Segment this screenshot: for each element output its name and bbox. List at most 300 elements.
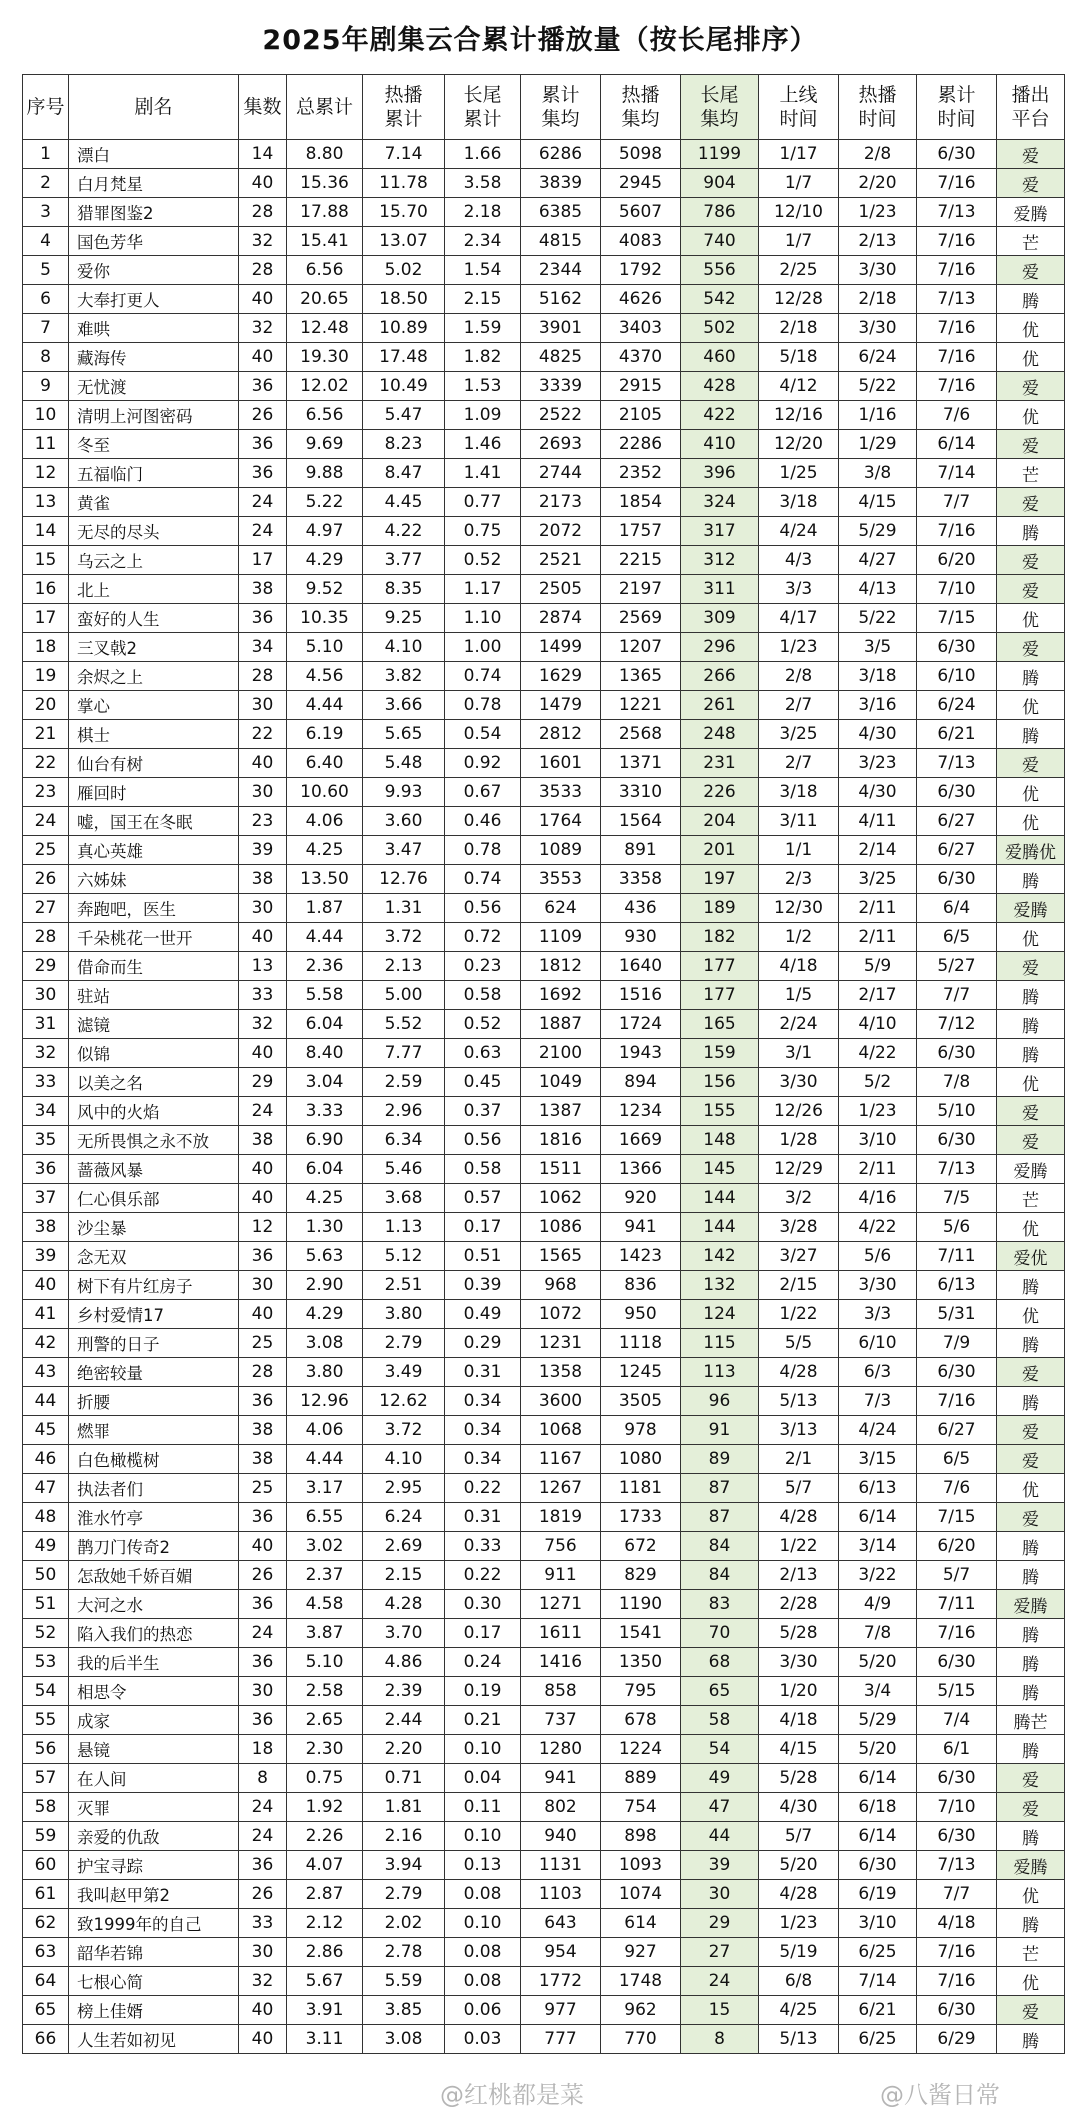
col-rank-cell: 62 [23,1909,69,1938]
col-cum-date-cell: 7/8 [917,1068,997,1097]
col-avg-hot-cell: 1854 [601,488,681,517]
col-avg-total-cell: 968 [521,1271,601,1300]
col-avg-hot-cell: 1724 [601,1010,681,1039]
col-avg-tail-cell: 144 [681,1213,759,1242]
col-total-cell: 2.65 [287,1706,363,1735]
col-hot-date-cell: 5/6 [839,1242,917,1271]
col-launch-cell: 5/19 [759,1938,839,1967]
col-episodes-cell: 30 [239,894,287,923]
col-cum-date-cell: 6/4 [917,894,997,923]
col-launch-cell: 3/18 [759,488,839,517]
table-row [23,140,1065,169]
col-episodes-cell: 28 [239,198,287,227]
col-launch-cell: 3/13 [759,1416,839,1445]
col-episodes-cell: 38 [239,865,287,894]
col-rank-cell: 46 [23,1445,69,1474]
col-rank-cell: 20 [23,691,69,720]
col-avg-tail-cell: 177 [681,952,759,981]
table-row [23,1532,1065,1561]
col-hot-total-cell: 3.72 [363,1416,445,1445]
col-avg-total-cell: 802 [521,1793,601,1822]
table-row [23,923,1065,952]
col-episodes-cell: 36 [239,1851,287,1880]
col-cum-date-header: 累计 时间 [917,75,997,140]
col-hot-total-cell: 18.50 [363,285,445,314]
col-total-cell: 8.40 [287,1039,363,1068]
col-episodes-cell: 36 [239,1648,287,1677]
table-row [23,459,1065,488]
col-avg-hot-cell: 2568 [601,720,681,749]
col-tail-total-cell: 0.10 [445,1909,521,1938]
col-avg-hot-cell: 898 [601,1822,681,1851]
col-tail-total-cell: 0.19 [445,1677,521,1706]
col-title-cell: 国色芳华 [69,227,239,256]
col-hot-date-cell: 5/9 [839,952,917,981]
col-total-cell: 0.75 [287,1764,363,1793]
col-tail-total-cell: 1.17 [445,575,521,604]
col-avg-tail-cell: 113 [681,1358,759,1387]
col-launch-cell: 3/30 [759,1648,839,1677]
col-cum-date-cell: 6/21 [917,720,997,749]
col-episodes-cell: 29 [239,1068,287,1097]
col-avg-total-cell: 3533 [521,778,601,807]
col-total-cell: 5.63 [287,1242,363,1271]
col-hot-date-cell: 5/22 [839,604,917,633]
col-title-cell: 白色橄榄树 [69,1445,239,1474]
col-launch-cell: 12/16 [759,401,839,430]
table-row [23,1126,1065,1155]
col-total-cell: 2.86 [287,1938,363,1967]
col-rank-cell: 22 [23,749,69,778]
col-cum-date-cell: 5/15 [917,1677,997,1706]
col-total-cell: 12.48 [287,314,363,343]
col-avg-hot-cell: 2215 [601,546,681,575]
col-cum-date-cell: 6/5 [917,1445,997,1474]
col-title-cell: 灭罪 [69,1793,239,1822]
col-launch-cell: 1/17 [759,140,839,169]
col-avg-total-cell: 1109 [521,923,601,952]
col-total-cell: 2.30 [287,1735,363,1764]
col-platform-cell: 腾 [997,662,1065,691]
col-tail-total-cell: 0.04 [445,1764,521,1793]
col-platform-cell: 爱 [997,140,1065,169]
col-platform-cell: 爱优 [997,1242,1065,1271]
col-platform-cell: 优 [997,691,1065,720]
col-hot-date-cell: 3/23 [839,749,917,778]
col-hot-date-cell: 4/13 [839,575,917,604]
col-rank-cell: 11 [23,430,69,459]
col-avg-tail-cell: 502 [681,314,759,343]
col-hot-total-cell: 3.08 [363,2025,445,2054]
col-hot-total-cell: 5.12 [363,1242,445,1271]
col-platform-cell: 腾 [997,1271,1065,1300]
col-cum-date-cell: 7/13 [917,285,997,314]
col-avg-total-cell: 624 [521,894,601,923]
col-avg-total-cell: 756 [521,1532,601,1561]
col-total-cell: 4.56 [287,662,363,691]
col-tail-total-cell: 0.06 [445,1996,521,2025]
col-tail-total-cell: 0.72 [445,923,521,952]
col-tail-total-cell: 0.46 [445,807,521,836]
col-avg-tail-cell: 317 [681,517,759,546]
col-cum-date-cell: 6/30 [917,1996,997,2025]
col-avg-total-cell: 1816 [521,1126,601,1155]
col-episodes-cell: 32 [239,1967,287,1996]
col-hot-total-cell: 1.13 [363,1213,445,1242]
col-cum-date-cell: 7/10 [917,1793,997,1822]
col-title-cell: 陷入我们的热恋 [69,1619,239,1648]
col-hot-date-cell: 5/29 [839,1706,917,1735]
col-episodes-cell: 32 [239,314,287,343]
col-hot-total-cell: 2.51 [363,1271,445,1300]
col-avg-total-cell: 2521 [521,546,601,575]
col-cum-date-cell: 6/30 [917,1358,997,1387]
col-avg-tail-cell: 226 [681,778,759,807]
col-avg-tail-cell: 296 [681,633,759,662]
col-platform-cell: 优 [997,1967,1065,1996]
col-hot-total-cell: 1.31 [363,894,445,923]
col-rank-cell: 6 [23,285,69,314]
col-rank-cell: 61 [23,1880,69,1909]
col-rank-cell: 9 [23,372,69,401]
col-tail-total-cell: 0.34 [445,1387,521,1416]
col-tail-total-cell: 0.63 [445,1039,521,1068]
col-cum-date-cell: 5/27 [917,952,997,981]
col-launch-cell: 1/22 [759,1532,839,1561]
col-hot-total-cell: 13.07 [363,227,445,256]
col-hot-date-cell: 6/25 [839,1938,917,1967]
col-hot-date-cell: 2/11 [839,923,917,952]
col-tail-total-cell: 0.78 [445,836,521,865]
col-avg-total-cell: 1601 [521,749,601,778]
col-avg-hot-cell: 894 [601,1068,681,1097]
table-row [23,1474,1065,1503]
col-avg-hot-cell: 2286 [601,430,681,459]
col-hot-date-cell: 2/11 [839,1155,917,1184]
col-hot-total-cell: 5.48 [363,749,445,778]
col-platform-cell: 优 [997,1474,1065,1503]
col-avg-total-cell: 1271 [521,1590,601,1619]
col-episodes-cell: 32 [239,227,287,256]
col-avg-total-cell: 1812 [521,952,601,981]
col-total-cell: 1.87 [287,894,363,923]
col-title-cell: 我的后半生 [69,1648,239,1677]
col-avg-total-cell: 1764 [521,807,601,836]
col-tail-total-cell: 0.08 [445,1880,521,1909]
col-launch-cell: 2/3 [759,865,839,894]
col-hot-date-cell: 4/30 [839,720,917,749]
col-launch-header: 上线 时间 [759,75,839,140]
table-row [23,546,1065,575]
col-platform-cell: 腾 [997,1010,1065,1039]
col-avg-tail-cell: 904 [681,169,759,198]
col-launch-cell: 3/25 [759,720,839,749]
col-hot-total-cell: 17.48 [363,343,445,372]
col-episodes-cell: 36 [239,459,287,488]
col-hot-total-cell: 10.49 [363,372,445,401]
col-avg-total-cell: 1499 [521,633,601,662]
col-platform-cell: 腾 [997,1532,1065,1561]
col-title-cell: 七根心简 [69,1967,239,1996]
col-tail-total-cell: 0.08 [445,1967,521,1996]
col-episodes-cell: 26 [239,1880,287,1909]
table-row [23,1010,1065,1039]
col-tail-total-cell: 0.24 [445,1648,521,1677]
col-episodes-cell: 36 [239,372,287,401]
col-launch-cell: 2/8 [759,662,839,691]
col-platform-cell: 爱 [997,1445,1065,1474]
col-tail-total-cell: 1.54 [445,256,521,285]
table-row [23,430,1065,459]
col-launch-cell: 4/18 [759,952,839,981]
col-avg-tail-cell: 87 [681,1503,759,1532]
col-episodes-cell: 30 [239,1271,287,1300]
col-title-cell: 念无双 [69,1242,239,1271]
col-launch-cell: 1/5 [759,981,839,1010]
col-total-cell: 6.04 [287,1155,363,1184]
col-rank-cell: 52 [23,1619,69,1648]
col-avg-total-cell: 2072 [521,517,601,546]
col-platform-cell: 爱 [997,430,1065,459]
col-avg-total-cell: 6286 [521,140,601,169]
col-hot-date-cell: 2/18 [839,285,917,314]
col-total-cell: 20.65 [287,285,363,314]
col-rank-cell: 24 [23,807,69,836]
col-episodes-cell: 33 [239,981,287,1010]
col-launch-cell: 3/28 [759,1213,839,1242]
col-rank-cell: 64 [23,1967,69,1996]
col-avg-total-cell: 643 [521,1909,601,1938]
col-cum-date-cell: 7/11 [917,1590,997,1619]
col-title-cell: 猎罪图鉴2 [69,198,239,227]
table-row [23,1909,1065,1938]
col-tail-total-cell: 0.13 [445,1851,521,1880]
col-title-cell: 三叉戟2 [69,633,239,662]
col-rank-cell: 47 [23,1474,69,1503]
col-hot-date-cell: 3/16 [839,691,917,720]
col-tail-total-cell: 0.67 [445,778,521,807]
table-row [23,894,1065,923]
col-episodes-header: 集数 [239,75,287,140]
col-avg-total-cell: 1049 [521,1068,601,1097]
col-cum-date-cell: 7/16 [917,517,997,546]
col-avg-tail-cell: 266 [681,662,759,691]
col-avg-tail-cell: 204 [681,807,759,836]
col-rank-cell: 17 [23,604,69,633]
col-launch-cell: 12/26 [759,1097,839,1126]
col-avg-tail-cell: 47 [681,1793,759,1822]
col-hot-date-cell: 6/25 [839,2025,917,2054]
col-platform-cell: 爱 [997,1764,1065,1793]
col-hot-total-cell: 2.69 [363,1532,445,1561]
col-rank-cell: 32 [23,1039,69,1068]
col-hot-date-cell: 5/20 [839,1735,917,1764]
col-avg-tail-cell: 84 [681,1532,759,1561]
col-total-cell: 6.90 [287,1126,363,1155]
col-cum-date-cell: 6/14 [917,430,997,459]
col-avg-total-cell: 1387 [521,1097,601,1126]
col-avg-tail-cell: 68 [681,1648,759,1677]
col-cum-date-cell: 6/30 [917,633,997,662]
col-episodes-cell: 12 [239,1213,287,1242]
col-cum-date-cell: 5/7 [917,1561,997,1590]
col-tail-total-cell: 0.56 [445,1126,521,1155]
col-episodes-cell: 40 [239,1532,287,1561]
col-episodes-cell: 36 [239,1503,287,1532]
col-cum-date-cell: 6/30 [917,1648,997,1677]
table-row [23,1155,1065,1184]
col-rank-cell: 63 [23,1938,69,1967]
col-platform-cell: 爱 [997,575,1065,604]
col-title-cell: 在人间 [69,1764,239,1793]
col-title-cell: 我叫赵甲第2 [69,1880,239,1909]
col-platform-cell: 腾 [997,1677,1065,1706]
col-platform-cell: 优 [997,1300,1065,1329]
col-avg-total-cell: 3600 [521,1387,601,1416]
table-row [23,1938,1065,1967]
col-rank-cell: 40 [23,1271,69,1300]
col-avg-total-cell: 4815 [521,227,601,256]
col-title-cell: 燃罪 [69,1416,239,1445]
col-title-cell: 余烬之上 [69,662,239,691]
col-platform-cell: 腾 [997,517,1065,546]
col-rank-cell: 15 [23,546,69,575]
col-avg-tail-cell: 49 [681,1764,759,1793]
col-hot-date-cell: 6/10 [839,1329,917,1358]
col-avg-tail-cell: 145 [681,1155,759,1184]
table-row [23,343,1065,372]
col-avg-tail-cell: 29 [681,1909,759,1938]
col-avg-total-cell: 1565 [521,1242,601,1271]
col-launch-cell: 12/20 [759,430,839,459]
col-hot-date-cell: 4/10 [839,1010,917,1039]
table-row [23,314,1065,343]
col-episodes-cell: 38 [239,1126,287,1155]
col-episodes-cell: 24 [239,1619,287,1648]
col-cum-date-cell: 7/16 [917,343,997,372]
col-rank-cell: 48 [23,1503,69,1532]
col-total-cell: 8.80 [287,140,363,169]
col-total-cell: 6.19 [287,720,363,749]
col-hot-total-header: 热播 累计 [363,75,445,140]
col-platform-cell: 爱 [997,372,1065,401]
col-platform-cell: 优 [997,778,1065,807]
col-hot-date-cell: 3/10 [839,1909,917,1938]
col-rank-cell: 38 [23,1213,69,1242]
col-title-cell: 仙台有树 [69,749,239,778]
col-rank-cell: 41 [23,1300,69,1329]
col-launch-cell: 4/30 [759,1793,839,1822]
col-platform-cell: 爱腾 [997,894,1065,923]
col-hot-total-cell: 3.60 [363,807,445,836]
col-launch-cell: 4/24 [759,517,839,546]
col-hot-date-cell: 4/22 [839,1039,917,1068]
col-rank-cell: 23 [23,778,69,807]
col-episodes-cell: 28 [239,256,287,285]
col-hot-date-cell: 2/8 [839,140,917,169]
col-episodes-cell: 30 [239,1938,287,1967]
col-avg-total-cell: 954 [521,1938,601,1967]
col-avg-tail-cell: 311 [681,575,759,604]
col-rank-cell: 5 [23,256,69,285]
col-avg-tail-cell: 261 [681,691,759,720]
table-row [23,1445,1065,1474]
col-total-cell: 4.44 [287,1445,363,1474]
col-episodes-cell: 30 [239,1677,287,1706]
col-cum-date-cell: 6/30 [917,140,997,169]
col-episodes-cell: 33 [239,1909,287,1938]
col-avg-hot-cell: 962 [601,1996,681,2025]
col-rank-cell: 29 [23,952,69,981]
col-avg-tail-cell: 189 [681,894,759,923]
col-avg-tail-cell: 410 [681,430,759,459]
col-hot-total-cell: 2.96 [363,1097,445,1126]
col-cum-date-cell: 7/13 [917,749,997,778]
col-hot-total-cell: 2.79 [363,1329,445,1358]
col-avg-tail-cell: 324 [681,488,759,517]
col-title-cell: 难哄 [69,314,239,343]
col-rank-cell: 25 [23,836,69,865]
col-episodes-cell: 40 [239,1184,287,1213]
col-episodes-cell: 28 [239,662,287,691]
col-title-cell: 五福临门 [69,459,239,488]
col-avg-hot-cell: 672 [601,1532,681,1561]
col-avg-tail-cell: 65 [681,1677,759,1706]
col-episodes-cell: 40 [239,749,287,778]
col-tail-total-cell: 1.09 [445,401,521,430]
col-hot-date-cell: 3/5 [839,633,917,662]
table-row [23,488,1065,517]
col-total-cell: 4.06 [287,1416,363,1445]
col-episodes-cell: 36 [239,430,287,459]
table-row [23,227,1065,256]
table-body [23,140,1065,2054]
col-avg-hot-cell: 1366 [601,1155,681,1184]
col-platform-cell: 芒 [997,459,1065,488]
col-avg-hot-cell: 1074 [601,1880,681,1909]
col-avg-tail-cell: 15 [681,1996,759,2025]
col-avg-total-cell: 1231 [521,1329,601,1358]
col-title-cell: 绝密较量 [69,1358,239,1387]
col-avg-total-cell: 1131 [521,1851,601,1880]
col-launch-cell: 1/1 [759,836,839,865]
col-avg-tail-cell: 165 [681,1010,759,1039]
col-total-cell: 10.35 [287,604,363,633]
col-episodes-cell: 38 [239,1416,287,1445]
col-total-cell: 4.25 [287,1184,363,1213]
col-launch-cell: 3/11 [759,807,839,836]
col-platform-cell: 芒 [997,1938,1065,1967]
table-row [23,604,1065,633]
col-total-cell: 4.07 [287,1851,363,1880]
col-platform-cell: 爱 [997,749,1065,778]
col-avg-hot-cell: 1669 [601,1126,681,1155]
col-launch-cell: 5/13 [759,2025,839,2054]
table-row [23,1706,1065,1735]
col-avg-total-cell: 1280 [521,1735,601,1764]
table-header [23,75,1065,140]
col-title-cell: 以美之名 [69,1068,239,1097]
col-episodes-cell: 40 [239,169,287,198]
col-episodes-cell: 13 [239,952,287,981]
col-avg-total-cell: 2693 [521,430,601,459]
col-launch-cell: 12/10 [759,198,839,227]
col-tail-total-cell: 0.74 [445,865,521,894]
col-tail-total-cell: 0.74 [445,662,521,691]
table-row [23,169,1065,198]
col-hot-date-cell: 6/30 [839,1851,917,1880]
col-total-cell: 12.96 [287,1387,363,1416]
